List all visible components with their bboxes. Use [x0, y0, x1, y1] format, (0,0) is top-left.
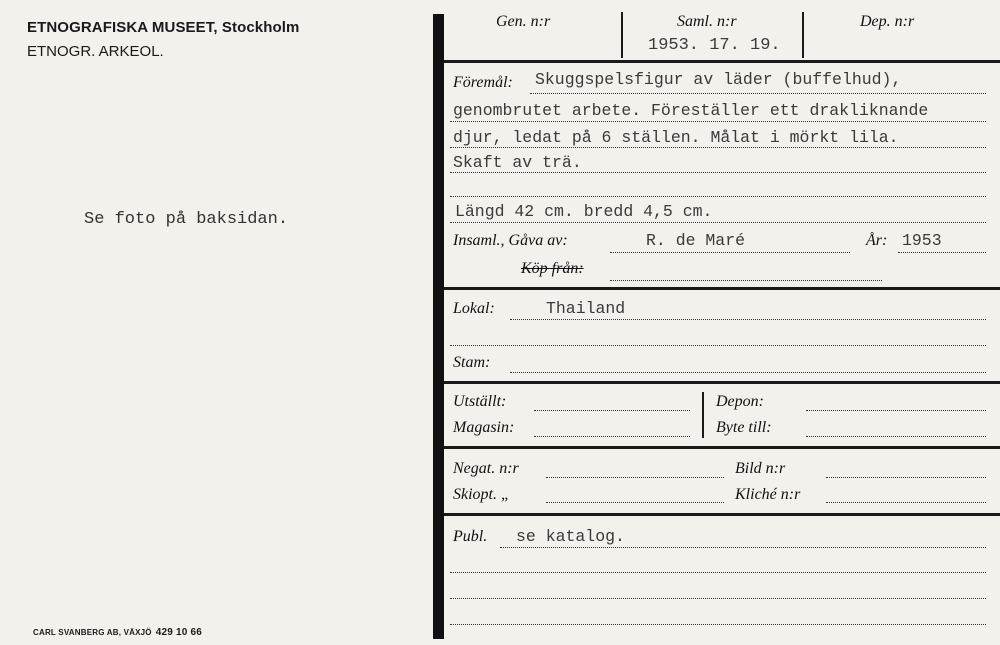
publ-value: se katalog. — [516, 527, 625, 546]
placement-divider — [702, 392, 704, 438]
saml-nr-label: Saml. n:r — [677, 13, 737, 30]
foremal-line-4: Skaft av trä. — [453, 153, 582, 172]
dotline — [610, 252, 850, 253]
dotline — [534, 410, 690, 411]
lokal-value: Thailand — [546, 299, 626, 318]
insaml-value: R. de Maré — [646, 231, 746, 250]
year-label: År: — [866, 232, 888, 249]
rule-header — [444, 60, 1000, 63]
dotline — [510, 319, 986, 320]
museum-city: Stockholm — [221, 19, 300, 36]
foremal-label: Föremål: — [453, 74, 513, 91]
depon-label: Depon: — [716, 393, 764, 410]
negat-label: Negat. n:r — [453, 460, 519, 477]
byte-label: Byte till: — [716, 419, 772, 436]
printer-code: 429 10 66 — [155, 627, 202, 638]
header-divider-1 — [621, 12, 623, 58]
bild-label: Bild n:r — [735, 460, 786, 477]
year-value: 1953 — [902, 231, 942, 250]
card-divider-bar — [433, 14, 444, 639]
dotline — [450, 196, 986, 197]
publ-label: Publ. — [453, 528, 488, 545]
rule-insaml — [444, 287, 1000, 290]
saml-nr-value: 1953. 17. 19. — [648, 36, 781, 55]
dotline — [826, 502, 986, 503]
dotline — [450, 598, 986, 599]
dotline — [610, 280, 882, 281]
dotline — [450, 572, 986, 573]
dotline — [500, 547, 986, 548]
dotline — [546, 502, 724, 503]
dotline — [450, 345, 986, 346]
department-label: ETNOGR. ARKEOL. — [27, 43, 164, 60]
kliche-label: Kliché n:r — [735, 486, 801, 503]
rule-stam — [444, 381, 1000, 384]
utstallt-label: Utställt: — [453, 393, 507, 410]
dotline — [450, 624, 986, 625]
foremal-line-2: genombrutet arbete. Föreställer ett drakliknande — [453, 101, 929, 120]
dotline — [898, 252, 986, 253]
stam-label: Stam: — [453, 354, 491, 371]
dotline — [450, 222, 986, 223]
dep-nr-label: Dep. n:r — [860, 13, 915, 30]
dotline — [826, 477, 986, 478]
rule-photo — [444, 513, 1000, 516]
measurements: Längd 42 cm. bredd 4,5 cm. — [455, 202, 713, 221]
dotline — [450, 147, 986, 148]
lokal-label: Lokal: — [453, 300, 495, 317]
insaml-label: Insaml., Gåva av: — [453, 232, 568, 249]
dotline — [806, 436, 986, 437]
museum-name — [27, 19, 299, 36]
dotline — [806, 410, 986, 411]
dotline — [534, 436, 690, 437]
foremal-line-1: Skuggspelsfigur av läder (buffelhud), — [535, 70, 902, 89]
dotline — [450, 172, 986, 173]
rule-placement — [444, 446, 1000, 449]
photo-note: Se foto på baksidan. — [84, 210, 289, 229]
dotline — [530, 93, 986, 94]
header-divider-2 — [802, 12, 804, 58]
dotline — [450, 121, 986, 122]
dotline — [546, 477, 724, 478]
printer-name: CARL SVANBERG AB, VÄXJÖ — [33, 628, 152, 637]
foremal-line-3: djur, ledat på 6 ställen. Målat i mörkt lila. — [453, 128, 899, 147]
dotline — [510, 372, 986, 373]
kop-fran-label: Köp från: — [521, 260, 584, 277]
museum-title: ETNOGRAFISKA MUSEET, — [27, 19, 218, 36]
gen-nr-label: Gen. n:r — [496, 13, 551, 30]
printer-imprint — [33, 627, 202, 638]
skiopt-label: Skiopt. „ — [453, 486, 510, 503]
magasin-label: Magasin: — [453, 419, 515, 436]
